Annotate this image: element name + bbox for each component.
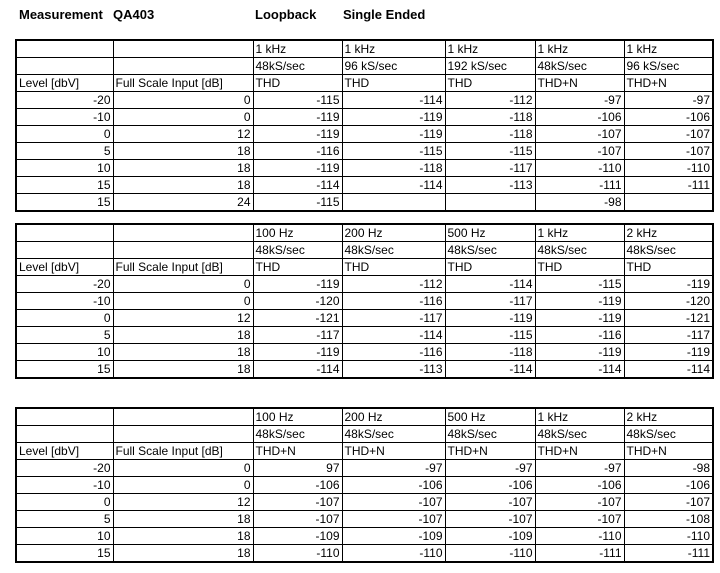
column-header-freq: 1 kHz xyxy=(624,40,713,58)
level-cell: 15 xyxy=(16,177,113,194)
column-header-metric: THD+N xyxy=(535,75,624,92)
fsi-cell: 0 xyxy=(113,92,253,109)
value-cell: -106 xyxy=(535,109,624,126)
header-row xyxy=(16,58,713,75)
level-cell: -20 xyxy=(16,460,113,477)
value-cell: -115 xyxy=(445,327,535,344)
fsi-header-cell: Full Scale Input [dB] xyxy=(113,75,253,92)
table-row xyxy=(16,177,713,194)
value-cell: -116 xyxy=(342,293,445,310)
column-header-metric: THD+N xyxy=(535,443,624,460)
level-cell: 0 xyxy=(16,310,113,327)
level-cell: 0 xyxy=(16,126,113,143)
level-cell: 0 xyxy=(16,494,113,511)
column-header-metric: THD xyxy=(624,259,713,276)
value-cell: -106 xyxy=(342,477,445,494)
fsi-cell: 0 xyxy=(113,276,253,293)
value-cell: -119 xyxy=(253,344,342,361)
fsi-cell: 0 xyxy=(113,477,253,494)
column-header-freq: 2 kHz xyxy=(624,408,713,426)
value-cell: -119 xyxy=(445,310,535,327)
thd-frequency-table xyxy=(15,223,714,379)
value-cell: -113 xyxy=(445,177,535,194)
value-cell: -98 xyxy=(624,460,713,477)
column-header-freq: 500 Hz xyxy=(445,408,535,426)
level-cell: -10 xyxy=(16,477,113,494)
value-cell: -114 xyxy=(445,361,535,379)
level-cell: -10 xyxy=(16,109,113,126)
value-cell: -114 xyxy=(253,177,342,194)
table-row xyxy=(16,528,713,545)
value-cell: -120 xyxy=(253,293,342,310)
column-header-metric: THD+N xyxy=(445,443,535,460)
level-cell: 5 xyxy=(16,327,113,344)
value-cell: -110 xyxy=(624,160,713,177)
value-cell: -107 xyxy=(624,126,713,143)
value-cell: -106 xyxy=(624,477,713,494)
column-header-rate: 96 kS/sec xyxy=(624,58,713,75)
level-header-cell: Level [dbV] xyxy=(16,75,113,92)
column-header-rate: 48kS/sec xyxy=(535,426,624,443)
fsi-cell: 12 xyxy=(113,126,253,143)
fsi-header-cell xyxy=(113,224,253,242)
level-cell: 10 xyxy=(16,160,113,177)
column-header-rate: 96 kS/sec xyxy=(342,58,445,75)
level-cell: 10 xyxy=(16,528,113,545)
value-cell: -106 xyxy=(624,109,713,126)
value-cell: -117 xyxy=(253,327,342,344)
device-name: QA403 xyxy=(113,7,155,22)
value-cell: -119 xyxy=(535,293,624,310)
fsi-header-cell: Full Scale Input [dB] xyxy=(113,259,253,276)
table-row xyxy=(16,327,713,344)
column-header-metric: THD xyxy=(445,75,535,92)
column-header-rate: 192 kS/sec xyxy=(445,58,535,75)
header-row xyxy=(16,408,713,426)
column-header-rate: 48kS/sec xyxy=(445,242,535,259)
value-cell: -114 xyxy=(624,361,713,379)
value-cell: -115 xyxy=(445,143,535,160)
fsi-cell: 18 xyxy=(113,177,253,194)
value-cell: -110 xyxy=(445,545,535,563)
value-cell: -117 xyxy=(445,160,535,177)
value-cell: -120 xyxy=(624,293,713,310)
fsi-cell: 18 xyxy=(113,528,253,545)
value-cell: -110 xyxy=(535,160,624,177)
level-header-cell xyxy=(16,40,113,58)
column-header-freq: 200 Hz xyxy=(342,224,445,242)
level-header-cell xyxy=(16,426,113,443)
header-row xyxy=(16,426,713,443)
value-cell: -114 xyxy=(342,92,445,109)
level-cell: 15 xyxy=(16,194,113,212)
column-header-rate: 48kS/sec xyxy=(535,58,624,75)
value-cell: -116 xyxy=(535,327,624,344)
column-header-metric: THD+N xyxy=(253,443,342,460)
level-cell: 15 xyxy=(16,545,113,563)
level-header-cell: Level [dbV] xyxy=(16,443,113,460)
fsi-cell: 0 xyxy=(113,109,253,126)
fsi-cell: 12 xyxy=(113,494,253,511)
level-cell: 10 xyxy=(16,344,113,361)
header-row xyxy=(16,75,713,92)
value-cell: -107 xyxy=(535,143,624,160)
value-cell: -119 xyxy=(253,160,342,177)
column-header-freq: 1 kHz xyxy=(535,224,624,242)
column-header-metric: THD xyxy=(253,75,342,92)
value-cell: -107 xyxy=(535,511,624,528)
column-header-metric: THD+N xyxy=(624,443,713,460)
table-row xyxy=(16,293,713,310)
value-cell: 97 xyxy=(253,460,342,477)
value-cell: -115 xyxy=(342,143,445,160)
value-cell: -106 xyxy=(253,477,342,494)
fsi-cell: 18 xyxy=(113,160,253,177)
value-cell: -114 xyxy=(342,327,445,344)
value-cell: -114 xyxy=(535,361,624,379)
table-row xyxy=(16,494,713,511)
value-cell: -113 xyxy=(342,361,445,379)
value-cell: -109 xyxy=(253,528,342,545)
value-cell: -107 xyxy=(342,494,445,511)
table-row xyxy=(16,143,713,160)
fsi-cell: 0 xyxy=(113,293,253,310)
value-cell: -109 xyxy=(445,528,535,545)
fsi-header-cell: Full Scale Input [dB] xyxy=(113,443,253,460)
level-cell: 5 xyxy=(16,511,113,528)
value-cell: -107 xyxy=(535,126,624,143)
column-header-rate: 48kS/sec xyxy=(342,426,445,443)
fsi-header-cell xyxy=(113,58,253,75)
value-cell: -114 xyxy=(445,276,535,293)
value-cell xyxy=(445,194,535,212)
column-header-freq: 1 kHz xyxy=(535,408,624,426)
value-cell: -119 xyxy=(535,344,624,361)
value-cell: -114 xyxy=(342,177,445,194)
column-header-freq: 200 Hz xyxy=(342,408,445,426)
value-cell: -119 xyxy=(624,276,713,293)
value-cell: -107 xyxy=(342,511,445,528)
column-header-freq: 1 kHz xyxy=(342,40,445,58)
header-row xyxy=(16,242,713,259)
column-header-freq: 100 Hz xyxy=(253,408,342,426)
value-cell: -97 xyxy=(535,460,624,477)
value-cell: -97 xyxy=(624,92,713,109)
header-row xyxy=(16,443,713,460)
mode-label: Loopback xyxy=(255,7,317,22)
column-header-metric: THD xyxy=(253,259,342,276)
thdn-frequency-table xyxy=(15,407,714,563)
config-label: Single Ended xyxy=(343,7,426,22)
value-cell: -107 xyxy=(445,511,535,528)
value-cell: -106 xyxy=(445,477,535,494)
column-header-rate: 48kS/sec xyxy=(253,426,342,443)
column-header-metric: THD xyxy=(535,259,624,276)
value-cell: -107 xyxy=(445,494,535,511)
column-header-rate: 48kS/sec xyxy=(624,426,713,443)
table-row xyxy=(16,126,713,143)
value-cell: -117 xyxy=(445,293,535,310)
fsi-cell: 12 xyxy=(113,310,253,327)
column-header-rate: 48kS/sec xyxy=(342,242,445,259)
value-cell: -107 xyxy=(253,511,342,528)
value-cell: -121 xyxy=(253,310,342,327)
value-cell: -112 xyxy=(342,276,445,293)
table-row xyxy=(16,477,713,494)
value-cell: -107 xyxy=(624,494,713,511)
value-cell: -111 xyxy=(624,177,713,194)
value-cell: -119 xyxy=(253,276,342,293)
column-header-freq: 2 kHz xyxy=(624,224,713,242)
value-cell: -98 xyxy=(535,194,624,212)
header-row xyxy=(16,40,713,58)
value-cell: -114 xyxy=(253,361,342,379)
table-row xyxy=(16,511,713,528)
level-cell: 5 xyxy=(16,143,113,160)
fsi-cell: 18 xyxy=(113,361,253,379)
column-header-freq: 1 kHz xyxy=(535,40,624,58)
value-cell: -115 xyxy=(253,92,342,109)
value-cell: -111 xyxy=(535,545,624,563)
value-cell: -112 xyxy=(445,92,535,109)
value-cell xyxy=(342,194,445,212)
value-cell: -119 xyxy=(253,126,342,143)
value-cell: -106 xyxy=(535,477,624,494)
level-header-cell xyxy=(16,224,113,242)
value-cell: -115 xyxy=(535,276,624,293)
value-cell: -119 xyxy=(535,310,624,327)
level-header-cell xyxy=(16,242,113,259)
column-header-metric: THD xyxy=(342,75,445,92)
table-row xyxy=(16,160,713,177)
value-cell: -119 xyxy=(342,126,445,143)
value-cell: -110 xyxy=(624,528,713,545)
fsi-cell: 24 xyxy=(113,194,253,212)
fsi-cell: 18 xyxy=(113,545,253,563)
loopback-1khz-table xyxy=(15,39,714,212)
column-header-rate: 48kS/sec xyxy=(624,242,713,259)
fsi-header-cell xyxy=(113,242,253,259)
table-row xyxy=(16,545,713,563)
value-cell: -119 xyxy=(342,109,445,126)
table-row xyxy=(16,109,713,126)
fsi-cell: 18 xyxy=(113,344,253,361)
value-cell: -109 xyxy=(342,528,445,545)
value-cell: -119 xyxy=(253,109,342,126)
level-header-cell xyxy=(16,58,113,75)
value-cell: -107 xyxy=(624,143,713,160)
value-cell: -117 xyxy=(624,327,713,344)
value-cell: -111 xyxy=(535,177,624,194)
column-header-metric: THD xyxy=(342,259,445,276)
table-row xyxy=(16,194,713,212)
level-cell: -10 xyxy=(16,293,113,310)
value-cell xyxy=(624,194,713,212)
value-cell: -108 xyxy=(624,511,713,528)
level-cell: -20 xyxy=(16,276,113,293)
value-cell: -110 xyxy=(342,545,445,563)
value-cell: -97 xyxy=(342,460,445,477)
value-cell: -116 xyxy=(342,344,445,361)
value-cell: -118 xyxy=(445,126,535,143)
column-header-rate: 48kS/sec xyxy=(253,58,342,75)
value-cell: -111 xyxy=(624,545,713,563)
column-header-rate: 48kS/sec xyxy=(445,426,535,443)
column-header-rate: 48kS/sec xyxy=(535,242,624,259)
value-cell: -119 xyxy=(624,344,713,361)
column-header-freq: 1 kHz xyxy=(445,40,535,58)
column-header-freq: 100 Hz xyxy=(253,224,342,242)
column-header-metric: THD+N xyxy=(624,75,713,92)
table-row xyxy=(16,310,713,327)
value-cell: -117 xyxy=(342,310,445,327)
level-cell: 15 xyxy=(16,361,113,379)
measurement-label: Measurement xyxy=(19,7,103,22)
fsi-header-cell xyxy=(113,426,253,443)
level-header-cell xyxy=(16,408,113,426)
fsi-cell: 0 xyxy=(113,460,253,477)
value-cell: -116 xyxy=(253,143,342,160)
column-header-rate: 48kS/sec xyxy=(253,242,342,259)
table-row xyxy=(16,361,713,379)
value-cell: -115 xyxy=(253,194,342,212)
value-cell: -110 xyxy=(253,545,342,563)
fsi-cell: 18 xyxy=(113,143,253,160)
header-row xyxy=(16,224,713,242)
level-header-cell: Level [dbV] xyxy=(16,259,113,276)
level-cell: -20 xyxy=(16,92,113,109)
header-row xyxy=(16,259,713,276)
fsi-cell: 18 xyxy=(113,511,253,528)
fsi-cell: 18 xyxy=(113,327,253,344)
fsi-header-cell xyxy=(113,40,253,58)
value-cell: -110 xyxy=(535,528,624,545)
column-header-freq: 500 Hz xyxy=(445,224,535,242)
value-cell: -121 xyxy=(624,310,713,327)
value-cell: -118 xyxy=(342,160,445,177)
column-header-metric: THD xyxy=(445,259,535,276)
value-cell: -118 xyxy=(445,109,535,126)
fsi-header-cell xyxy=(113,408,253,426)
value-cell: -107 xyxy=(253,494,342,511)
table-row xyxy=(16,344,713,361)
value-cell: -107 xyxy=(535,494,624,511)
value-cell: -97 xyxy=(535,92,624,109)
value-cell: -97 xyxy=(445,460,535,477)
value-cell: -118 xyxy=(445,344,535,361)
column-header-metric: THD+N xyxy=(342,443,445,460)
table-row xyxy=(16,276,713,293)
table-row xyxy=(16,460,713,477)
column-header-freq: 1 kHz xyxy=(253,40,342,58)
table-row xyxy=(16,92,713,109)
